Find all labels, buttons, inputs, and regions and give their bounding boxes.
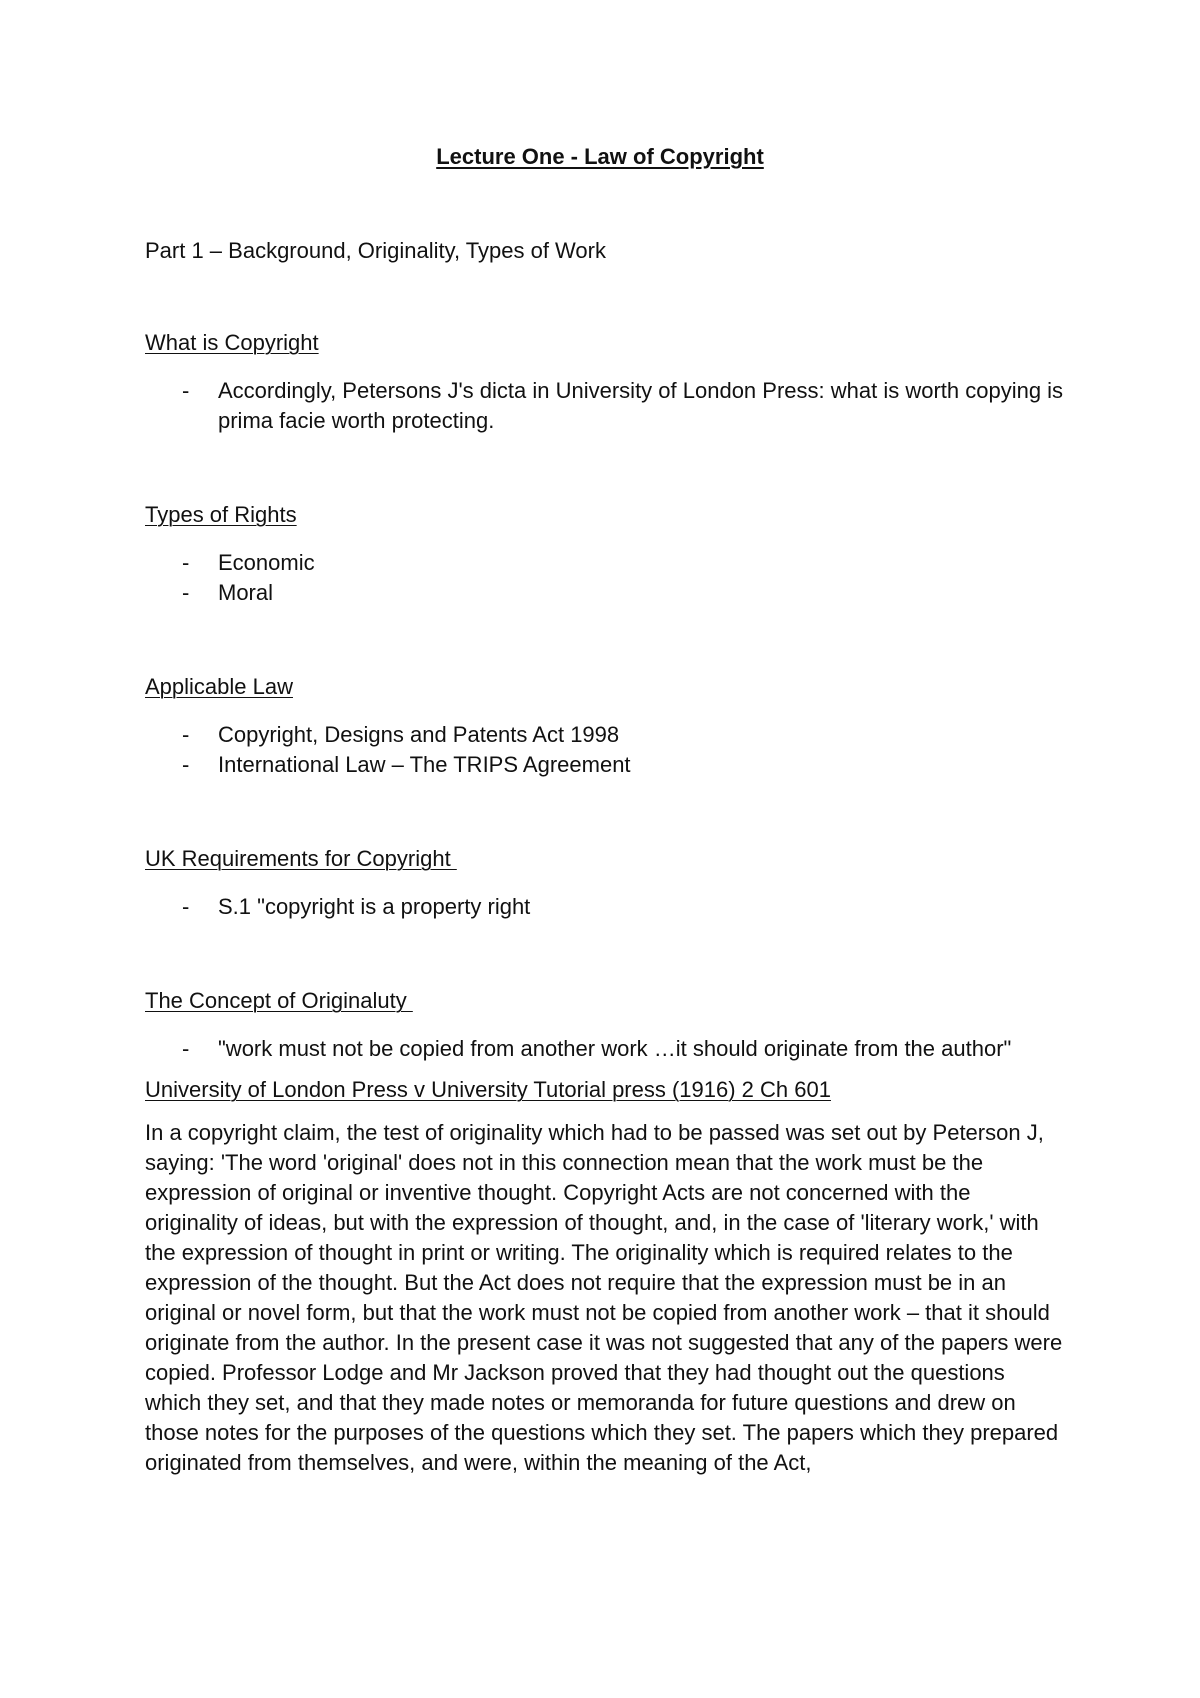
document-title: Lecture One - Law of Copyright [436, 144, 764, 169]
list-item-text: S.1 "copyright is a property right [218, 894, 531, 919]
dash-bullet: - [182, 550, 190, 575]
case-citation-heading: University of London Press v University Tutorial press (1916) 2 Ch 601 [145, 1077, 831, 1102]
document-body [145, 236, 1065, 1478]
part-heading: Part 1 – Background, Originality, Types of Work [145, 238, 606, 263]
section-heading-what-is-copyright: What is Copyright [145, 330, 319, 355]
section-heading-applicable-law: Applicable Law [145, 674, 293, 699]
list-item [145, 376, 1065, 436]
dash-bullet: - [182, 894, 190, 919]
section-list-concept-of-originality [145, 1034, 1065, 1064]
list-item [145, 578, 1065, 608]
list-item [145, 720, 1065, 750]
section-list-uk-requirements [145, 892, 1065, 922]
list-item-text: Moral [218, 580, 274, 605]
dash-bullet: - [182, 580, 190, 605]
list-item-text: Copyright, Designs and Patents Act 1998 [218, 722, 620, 747]
list-item-text: Accordingly, Petersons J's dicta in University of London Press: what is worth copying is prima facie worth protecting. [218, 378, 1064, 433]
section-list-applicable-law [145, 720, 1065, 780]
dash-bullet: - [182, 1036, 190, 1061]
list-item-text: "work must not be copied from another work …it should originate from the author" [218, 1036, 1012, 1061]
section-heading-concept-of-originality: The Concept of Originaluty [145, 988, 413, 1013]
case-paragraph: In a copyright claim, the test of originality which had to be passed was set out by Peterson J, saying: 'The word 'original' does not in this connection mean that the work must be the expression of original or inventive thought. Copyright Acts are not concerned with the originality of ideas, but with the expression of thought, and, in the case of 'literary work,' with the expression of thought in print or writing. The originality which is required relates to the expression of the thought. But the Act does not require that the expression must be in an original or novel form, but that the work must not be copied from another work – that it should originate from the author. In the present case it was not suggested that any of the papers were copied. Professor Lodge and Mr Jackson proved that they had thought out the questions which they set, and that they made notes or memoranda for future questions and drew on those notes for the purposes of the questions which they set. The papers which they prepared originated from themselves, and were, within the meaning of the Act, [145, 1120, 1063, 1475]
list-item [145, 1034, 1065, 1064]
list-item [145, 548, 1065, 578]
section-list-what-is-copyright [145, 376, 1065, 436]
dash-bullet: - [182, 722, 190, 747]
list-item [145, 892, 1065, 922]
dash-bullet: - [182, 378, 190, 403]
section-heading-uk-requirements: UK Requirements for Copyright [145, 846, 457, 871]
list-item-text: Economic [218, 550, 315, 575]
list-item-text: International Law – The TRIPS Agreement [218, 752, 631, 777]
dash-bullet: - [182, 752, 190, 777]
list-item [145, 750, 1065, 780]
section-heading-types-of-rights: Types of Rights [145, 502, 297, 527]
section-list-types-of-rights [145, 548, 1065, 608]
